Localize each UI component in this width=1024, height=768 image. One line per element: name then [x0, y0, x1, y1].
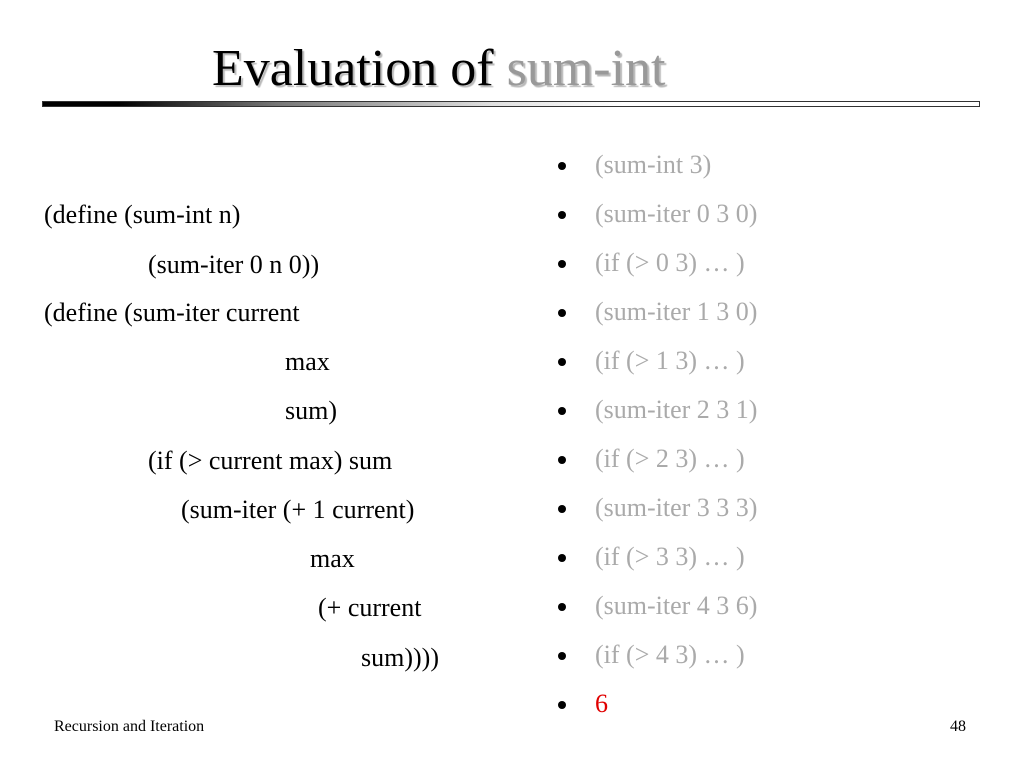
step-text: (sum-iter 4 3 6) — [595, 591, 758, 620]
title-divider — [42, 101, 980, 107]
bullet-icon — [558, 505, 566, 513]
code-line: max — [285, 347, 330, 376]
code-line: (define (sum-int n) — [44, 200, 241, 229]
code-line: (define (sum-iter current — [44, 298, 300, 327]
bullet-icon — [558, 456, 566, 464]
code-line: (sum-iter 0 n 0)) — [148, 250, 320, 279]
code-line: sum)))) — [361, 643, 439, 672]
step-text: (if (> 0 3) … ) — [595, 248, 745, 277]
step-text: (if (> 1 3) … ) — [595, 346, 745, 375]
code-line: (+ current — [318, 593, 422, 622]
step-text: (sum-iter 3 3 3) — [595, 493, 758, 522]
step-text: (sum-int 3) — [595, 150, 712, 179]
result-text: 6 — [595, 689, 608, 718]
step-text: (sum-iter 2 3 1) — [595, 395, 758, 424]
step-text: (if (> 2 3) … ) — [595, 444, 745, 473]
slide-title-highlight: sum-int — [506, 40, 666, 97]
bullet-icon — [558, 358, 566, 366]
bullet-icon — [558, 554, 566, 562]
slide-title-prefix: Evaluation of — [212, 40, 507, 97]
code-line: max — [310, 544, 355, 573]
code-line: (sum-iter (+ 1 current) — [181, 495, 415, 524]
bullet-icon — [558, 652, 566, 660]
bullet-icon — [558, 211, 566, 219]
step-text: (sum-iter 0 3 0) — [595, 199, 758, 228]
bullet-icon — [558, 260, 566, 268]
slide-title — [212, 38, 666, 100]
bullet-icon — [558, 309, 566, 317]
bullet-icon — [558, 603, 566, 611]
code-line: sum) — [285, 396, 337, 425]
step-text: (sum-iter 1 3 0) — [595, 297, 758, 326]
code-line: (if (> current max) sum — [148, 446, 393, 475]
page-number: 48 — [950, 718, 966, 735]
bullet-icon — [558, 162, 566, 170]
step-text: (if (> 4 3) … ) — [595, 640, 745, 669]
bullet-icon — [558, 407, 566, 415]
step-text: (if (> 3 3) … ) — [595, 542, 745, 571]
bullet-icon — [558, 701, 566, 709]
footer-title: Recursion and Iteration — [54, 718, 205, 735]
